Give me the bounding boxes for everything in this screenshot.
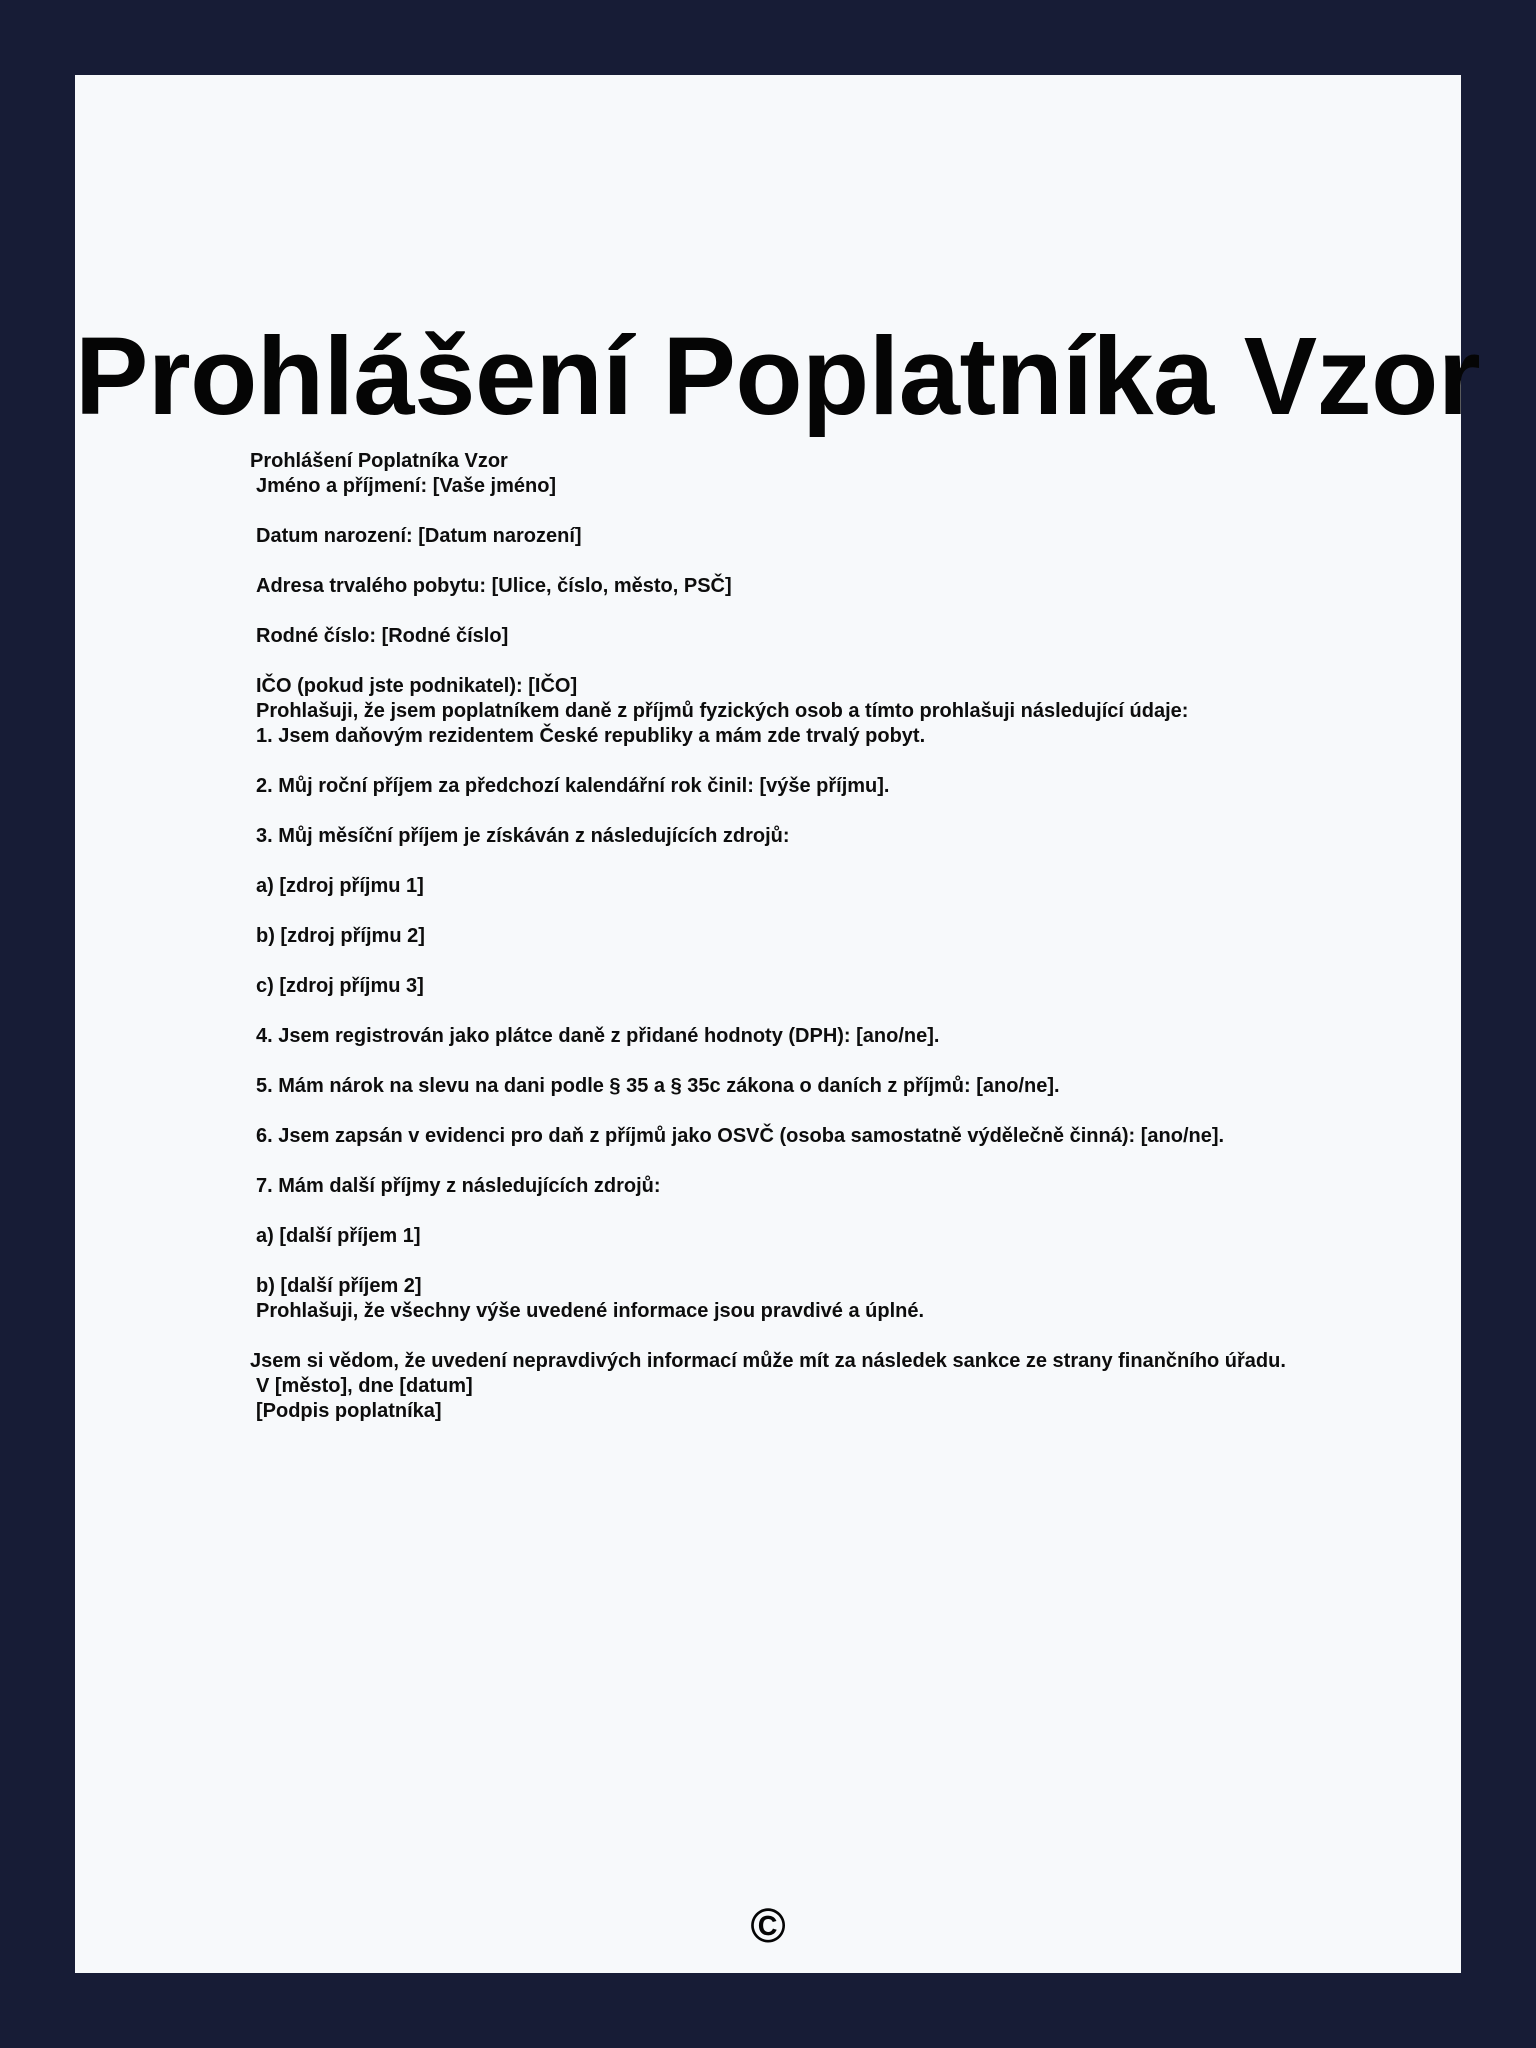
- copyright-icon: ©: [750, 1900, 786, 1953]
- field-name: Jméno a příjmení: [Vaše jméno]: [256, 475, 557, 497]
- spacer: [250, 549, 1330, 574]
- signature-line: [Podpis poplatníka]: [256, 1400, 442, 1422]
- list-subitem: c) [zdroj příjmu 3]: [256, 975, 424, 997]
- list-item: 7. Mám další příjmy z následujících zdrojů:: [256, 1175, 661, 1197]
- spacer: [250, 1049, 1330, 1074]
- list-subitem: b) [další příjem 2]: [256, 1275, 422, 1297]
- document-body: [250, 449, 1330, 1424]
- list-item: 5. Mám nárok na slevu na dani podle § 35 a § 35c zákona o daních z příjmů: [ano/ne].: [256, 1075, 1060, 1097]
- list-item: 2. Můj roční příjem za předchozí kalendářní rok činil: [výše příjmu].: [256, 775, 890, 797]
- spacer: [250, 849, 1330, 874]
- list-item: 6. Jsem zapsán v evidenci pro daň z příjmů jako OSVČ (osoba samostatně výdělečně činná): [ano/ne].: [256, 1125, 1225, 1147]
- spacer: [250, 1149, 1330, 1174]
- field-birth-number: Rodné číslo: [Rodné číslo]: [256, 625, 509, 647]
- page-title: Prohlášení Poplatníka Vzor: [75, 315, 1481, 438]
- declaration-intro: Prohlašuji, že jsem poplatníkem daně z příjmů fyzických osob a tímto prohlašuji následující údaje:: [256, 700, 1189, 722]
- list-item: 1. Jsem daňovým rezidentem České republiky a mám zde trvalý pobyt.: [256, 725, 926, 747]
- place-date: V [město], dne [datum]: [256, 1375, 473, 1397]
- list-subitem: a) [další příjem 1]: [256, 1225, 421, 1247]
- spacer: [250, 649, 1330, 674]
- list-subitem: a) [zdroj příjmu 1]: [256, 875, 424, 897]
- spacer: [250, 499, 1330, 524]
- spacer: [250, 1199, 1330, 1224]
- spacer: [250, 1324, 1330, 1349]
- awareness-statement: Jsem si vědom, že uvedení nepravdivých informací může mít za následek sankce ze strany finančního úřadu.: [250, 1350, 1286, 1372]
- field-ico: IČO (pokud jste podnikatel): [IČO]: [256, 675, 578, 697]
- list-item: 3. Můj měsíční příjem je získáván z následujících zdrojů:: [256, 825, 790, 847]
- field-address: Adresa trvalého pobytu: [Ulice, číslo, město, PSČ]: [256, 575, 732, 597]
- spacer: [250, 1099, 1330, 1124]
- field-birth-date: Datum narození: [Datum narození]: [256, 525, 582, 547]
- document-heading: Prohlášení Poplatníka Vzor: [250, 450, 508, 472]
- list-item: 4. Jsem registrován jako plátce daně z přidané hodnoty (DPH): [ano/ne].: [256, 1025, 940, 1047]
- spacer: [250, 599, 1330, 624]
- spacer: [250, 899, 1330, 924]
- list-subitem: b) [zdroj příjmu 2]: [256, 925, 425, 947]
- spacer: [250, 1249, 1330, 1274]
- spacer: [250, 949, 1330, 974]
- truth-statement: Prohlašuji, že všechny výše uvedené informace jsou pravdivé a úplné.: [256, 1300, 925, 1322]
- spacer: [250, 799, 1330, 824]
- spacer: [250, 999, 1330, 1024]
- document-page: [75, 75, 1481, 1973]
- spacer: [250, 749, 1330, 774]
